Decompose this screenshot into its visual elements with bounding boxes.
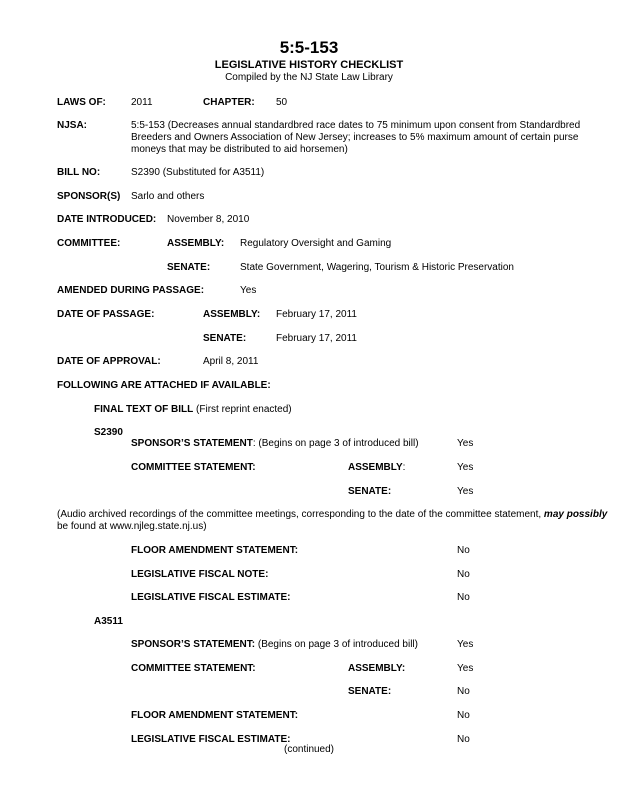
njsa-line-3: moneys that may be distributed to aid horsemen) [131,144,348,155]
s2390-sponsor-note: : (Begins on page 3 of introduced bill) [252,438,419,449]
laws-of-value: 2011 [131,97,153,108]
laws-of-label: LAWS OF: [57,97,106,108]
a3511-sponsor-note: (Begins on page 3 of introduced bill) [255,639,418,650]
s2390-fiscal-estimate-value: No [457,592,470,603]
s2390-fiscal-note-value: No [457,569,470,580]
s2390-senate-value: Yes [457,486,474,497]
a3511-fiscal-estimate-value: No [457,734,470,745]
passage-assembly-label: ASSEMBLY: [203,309,261,320]
sponsors-label: SPONSOR(S) [57,191,121,202]
approval-label: DATE OF APPROVAL: [57,356,161,367]
s2390-assembly-value: Yes [457,462,474,473]
a3511-sponsor-line [131,639,418,651]
njsa-label: NJSA: [57,120,88,131]
amended-label: AMENDED DURING PASSAGE: [57,285,205,296]
bill-no-label: BILL NO: [57,167,101,178]
a3511-assembly-value: Yes [457,663,474,674]
njsa-line-1: 5:5-153 (Decreases annual standardbred race dates to 75 minimum upon consent from Standardbred [131,120,581,131]
s2390-floor-label: FLOOR AMENDMENT STATEMENT: [131,545,299,556]
audio-note-emphasis: may possibly [543,509,608,520]
s2390-label: S2390 [94,427,123,438]
continued-note: (continued) [283,744,335,755]
a3511-committee-label: COMMITTEE STATEMENT: [131,663,256,674]
final-text-note: (First reprint enacted) [193,404,292,415]
committee-assembly-value: Regulatory Oversight and Gaming [240,238,392,249]
s2390-fiscal-estimate-label: LEGISLATIVE FISCAL ESTIMATE: [131,592,291,603]
committee-assembly-label: ASSEMBLY: [167,238,225,249]
audio-note-line-2: be found at www.njleg.state.nj.us) [57,521,207,532]
committee-senate-value: State Government, Wagering, Tourism & Historic Preservation [240,262,514,273]
a3511-floor-value: No [457,710,470,721]
sponsors-value: Sarlo and others [131,191,205,202]
attached-heading: FOLLOWING ARE ATTACHED IF AVAILABLE: [57,380,271,391]
njsa-line-2: Breeders and Owners Association of New Jersey; increases to 5% maximum amount of certain purse [131,132,579,143]
s2390-fiscal-note-label: LEGISLATIVE FISCAL NOTE: [131,569,269,580]
s2390-senate-label: SENATE: [348,486,392,497]
s2390-floor-value: No [457,545,470,556]
a3511-assembly-label: ASSEMBLY: [348,663,406,674]
a3511-floor-label: FLOOR AMENDMENT STATEMENT: [131,710,299,721]
document-number: 5:5-153 [279,38,339,57]
passage-assembly-value: February 17, 2011 [276,309,357,320]
s2390-sponsor-label: SPONSOR’S STATEMENT [131,438,253,449]
s2390-assembly-colon: : [402,462,406,473]
a3511-fiscal-estimate-label: LEGISLATIVE FISCAL ESTIMATE: [131,734,291,745]
a3511-sponsor-value: Yes [457,639,474,650]
s2390-committee-label: COMMITTEE STATEMENT: [131,462,256,473]
passage-label: DATE OF PASSAGE: [57,309,155,320]
approval-value: April 8, 2011 [203,356,259,367]
s2390-assembly-label: ASSEMBLY [348,462,403,473]
passage-senate-label: SENATE: [203,333,247,344]
s2390-sponsor-value: Yes [457,438,474,449]
passage-senate-value: February 17, 2011 [276,333,357,344]
a3511-sponsor-label: SPONSOR’S STATEMENT: [131,639,256,650]
final-text-line [94,404,292,416]
document-title: LEGISLATIVE HISTORY CHECKLIST [214,59,404,71]
a3511-label: A3511 [94,616,123,627]
chapter-label: CHAPTER: [203,97,255,108]
amended-value: Yes [240,285,257,296]
compiled-by: Compiled by the NJ State Law Library [225,72,393,83]
chapter-value: 50 [276,97,288,108]
s2390-assembly-line [348,462,405,474]
a3511-senate-value: No [457,686,470,697]
committee-label: COMMITTEE: [57,238,121,249]
committee-senate-label: SENATE: [167,262,211,273]
bill-no-value: S2390 (Substituted for A3511) [131,167,265,178]
s2390-sponsor-line [131,438,419,450]
audio-note-line-1 [57,509,607,521]
final-text-label: FINAL TEXT OF BILL [94,404,194,415]
date-introduced-value: November 8, 2010 [167,214,250,225]
audio-note-text: (Audio archived recordings of the committee meetings, corresponding to the date of the committee statement, [57,509,544,520]
a3511-senate-label: SENATE: [348,686,392,697]
date-introduced-label: DATE INTRODUCED: [57,214,157,225]
